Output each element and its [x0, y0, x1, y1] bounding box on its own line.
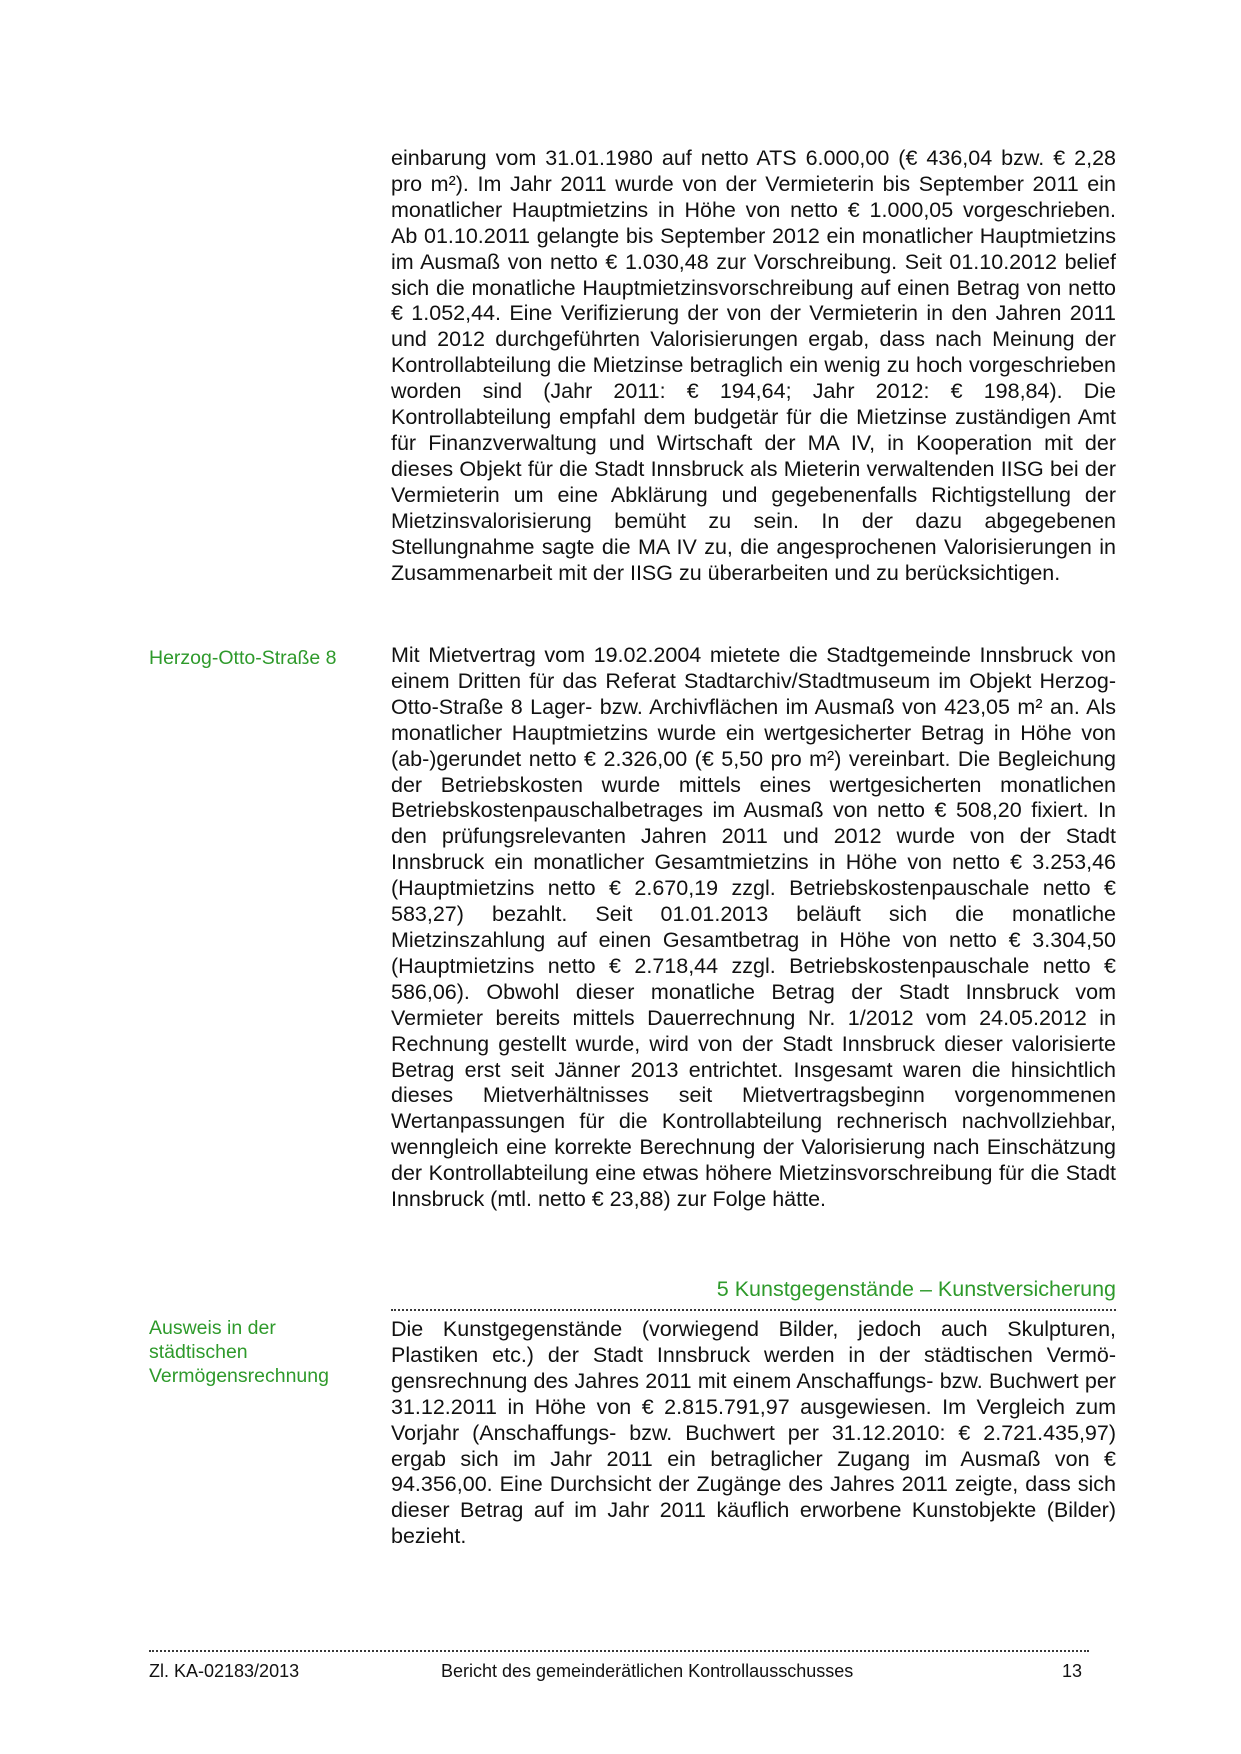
body-paragraph-1: einbarung vom 31.01.1980 auf netto ATS 6.000,00 (€ 436,04 bzw. € 2,28 pro m²). Im Jahr 2011 wurde von der Vermieterin bis September 2011 ein monatlicher Hauptmietzins in Höhe von netto € 1.000,05 vorgeschrieben. Ab 01.10.2011 gelangte bis September 2012 ein monatlicher Hauptmietzins im Ausmaß von netto € 1.030,48 zur Vorschreibung. Seit 01.10.2012 belief sich die monatliche Hauptmietzinsvorschreibung auf einen Betrag von netto € 1.052,44. Eine Verifizierung der von der Vermieterin in den Jahren 2011 und 2012 durchgeführten Valorisierungen ergab, dass nach Meinung der Kontrollabteilung die Mietzinse betraglich ein wenig zu hoch vorgeschrieben worden sind (Jahr 2011: € 194,64; Jahr 2012: € 198,84). Die Kontrollabteilung empfahl dem budgetär für die Mietzinse zuständigen Amt für Finanzverwaltung und Wirtschaft der MA IV, in Kooperation mit der dieses Objekt für die Stadt Innsbruck als Mieterin verwaltenden IISG bei der Vermieterin um eine Abklärung und gegebenenfalls Richtigstellung der Mietzinsvalorisierung bemüht zu sein. In der dazu abgegebenen Stellungnahme sagte die MA IV zu, die angesprochenen Valorisierungen in Zusammenarbeit mit der IISG zu überarbeiten und zu berücksichtigen. — [391, 146, 1116, 585]
body-paragraph-2: Mit Mietvertrag vom 19.02.2004 mietete die Stadtgemeinde Innsbruck von einem Dritten für das Referat Stadtarchiv/Stadtmuseum im Objekt Herzog-Otto-Straße 8 Lager- bzw. Archivflächen im Ausmaß von 423,05 m² an. Als monatlicher Hauptmietzins wurde ein wertgesicherter Betrag in Höhe von (ab-)gerundet netto € 2.326,00 (€ 5,50 pro m²) vereinbart. Die Begleichung der Betriebskosten wurde mittels eines wertgesicherten monatlichen Betriebskostenpauschalbetrages im Ausmaß von netto € 508,20 fixiert. In den prüfungsrelevanten Jahren 2011 und 2012 wurde von der Stadt Innsbruck ein monatlicher Gesamtmietzins in Höhe von netto € 3.253,46 (Hauptmietzins netto € 2.670,19 zzgl. Betriebskostenpauschale netto € 583,27) bezahlt. Seit 01.01.2013 beläuft sich die monatliche Mietzinszahlung auf einen Gesamtbetrag in Höhe von netto € 3.304,50 (Hauptmietzins netto € 2.718,44 zzgl. Betriebskostenpauschale netto € 586,06). Obwohl dieser monatliche Betrag der Stadt Innsbruck vom Vermieter bereits mittels Dauerrechnung Nr. 1/2012 vom 24.05.2012 in Rechnung gestellt wurde, wird von der Stadt Innsbruck dieser valorisierte Betrag erst seit Jänner 2013 entrichtet. Insgesamt waren die hinsichtlich dieses Mietverhältnisses seit Mietvertragsbeginn vorgenommenen Wertanpassungen für die Kontrollabteilung rechnerisch nachvollziehbar, wenngleich eine korrekte Berechnung der Valorisierung nach Einschätzung der Kontrollabteilung eine etwas höhere Mietzinsvorschreibung für die Stadt Innsbruck (mtl. netto € 23,88) zur Folge hätte. — [391, 643, 1116, 1212]
footer-divider — [149, 1650, 1089, 1652]
section-divider — [391, 1309, 1116, 1311]
body-paragraph-3: Die Kunstgegenstände (vorwiegend Bilder, jedoch auch Skulpturen, Plastiken etc.) der Stadt Innsbruck werden in der städtischen Vermögensrechnung des Jahres 2011 mit einem Anschaffungs- bzw. Buchwert per 31.12.2011 in Höhe von € 2.815.791,97 ausgewiesen. Im Vergleich zum Vorjahr (Anschaffungs- bzw. Buchwert per 31.12.2010: € 2.721.435,97) ergab sich im Jahr 2011 ein betraglicher Zugang im Ausmaß von € 94.356,00. Eine Durchsicht der Zugänge des Jahres 2011 zeigte, dass sich dieser Betrag auf im Jahr 2011 käuflich erworbene Kunstobjekte (Bilder) bezieht. — [391, 1317, 1116, 1549]
side-note-herzog-otto-strasse: Herzog-Otto-Straße 8 — [149, 647, 337, 669]
footer-reference: Zl. KA-02183/2013 — [149, 1661, 300, 1681]
section-heading: 5 Kunstgegenstände – Kunstversicherung — [716, 1277, 1116, 1301]
side-note-vermoegensrechnung: Ausweis in der städtischen Vermögensrechnung — [149, 1317, 329, 1387]
footer-title: Bericht des gemeinderätlichen Kontrollausschusses — [441, 1661, 854, 1681]
page-number: 13 — [1062, 1661, 1083, 1681]
